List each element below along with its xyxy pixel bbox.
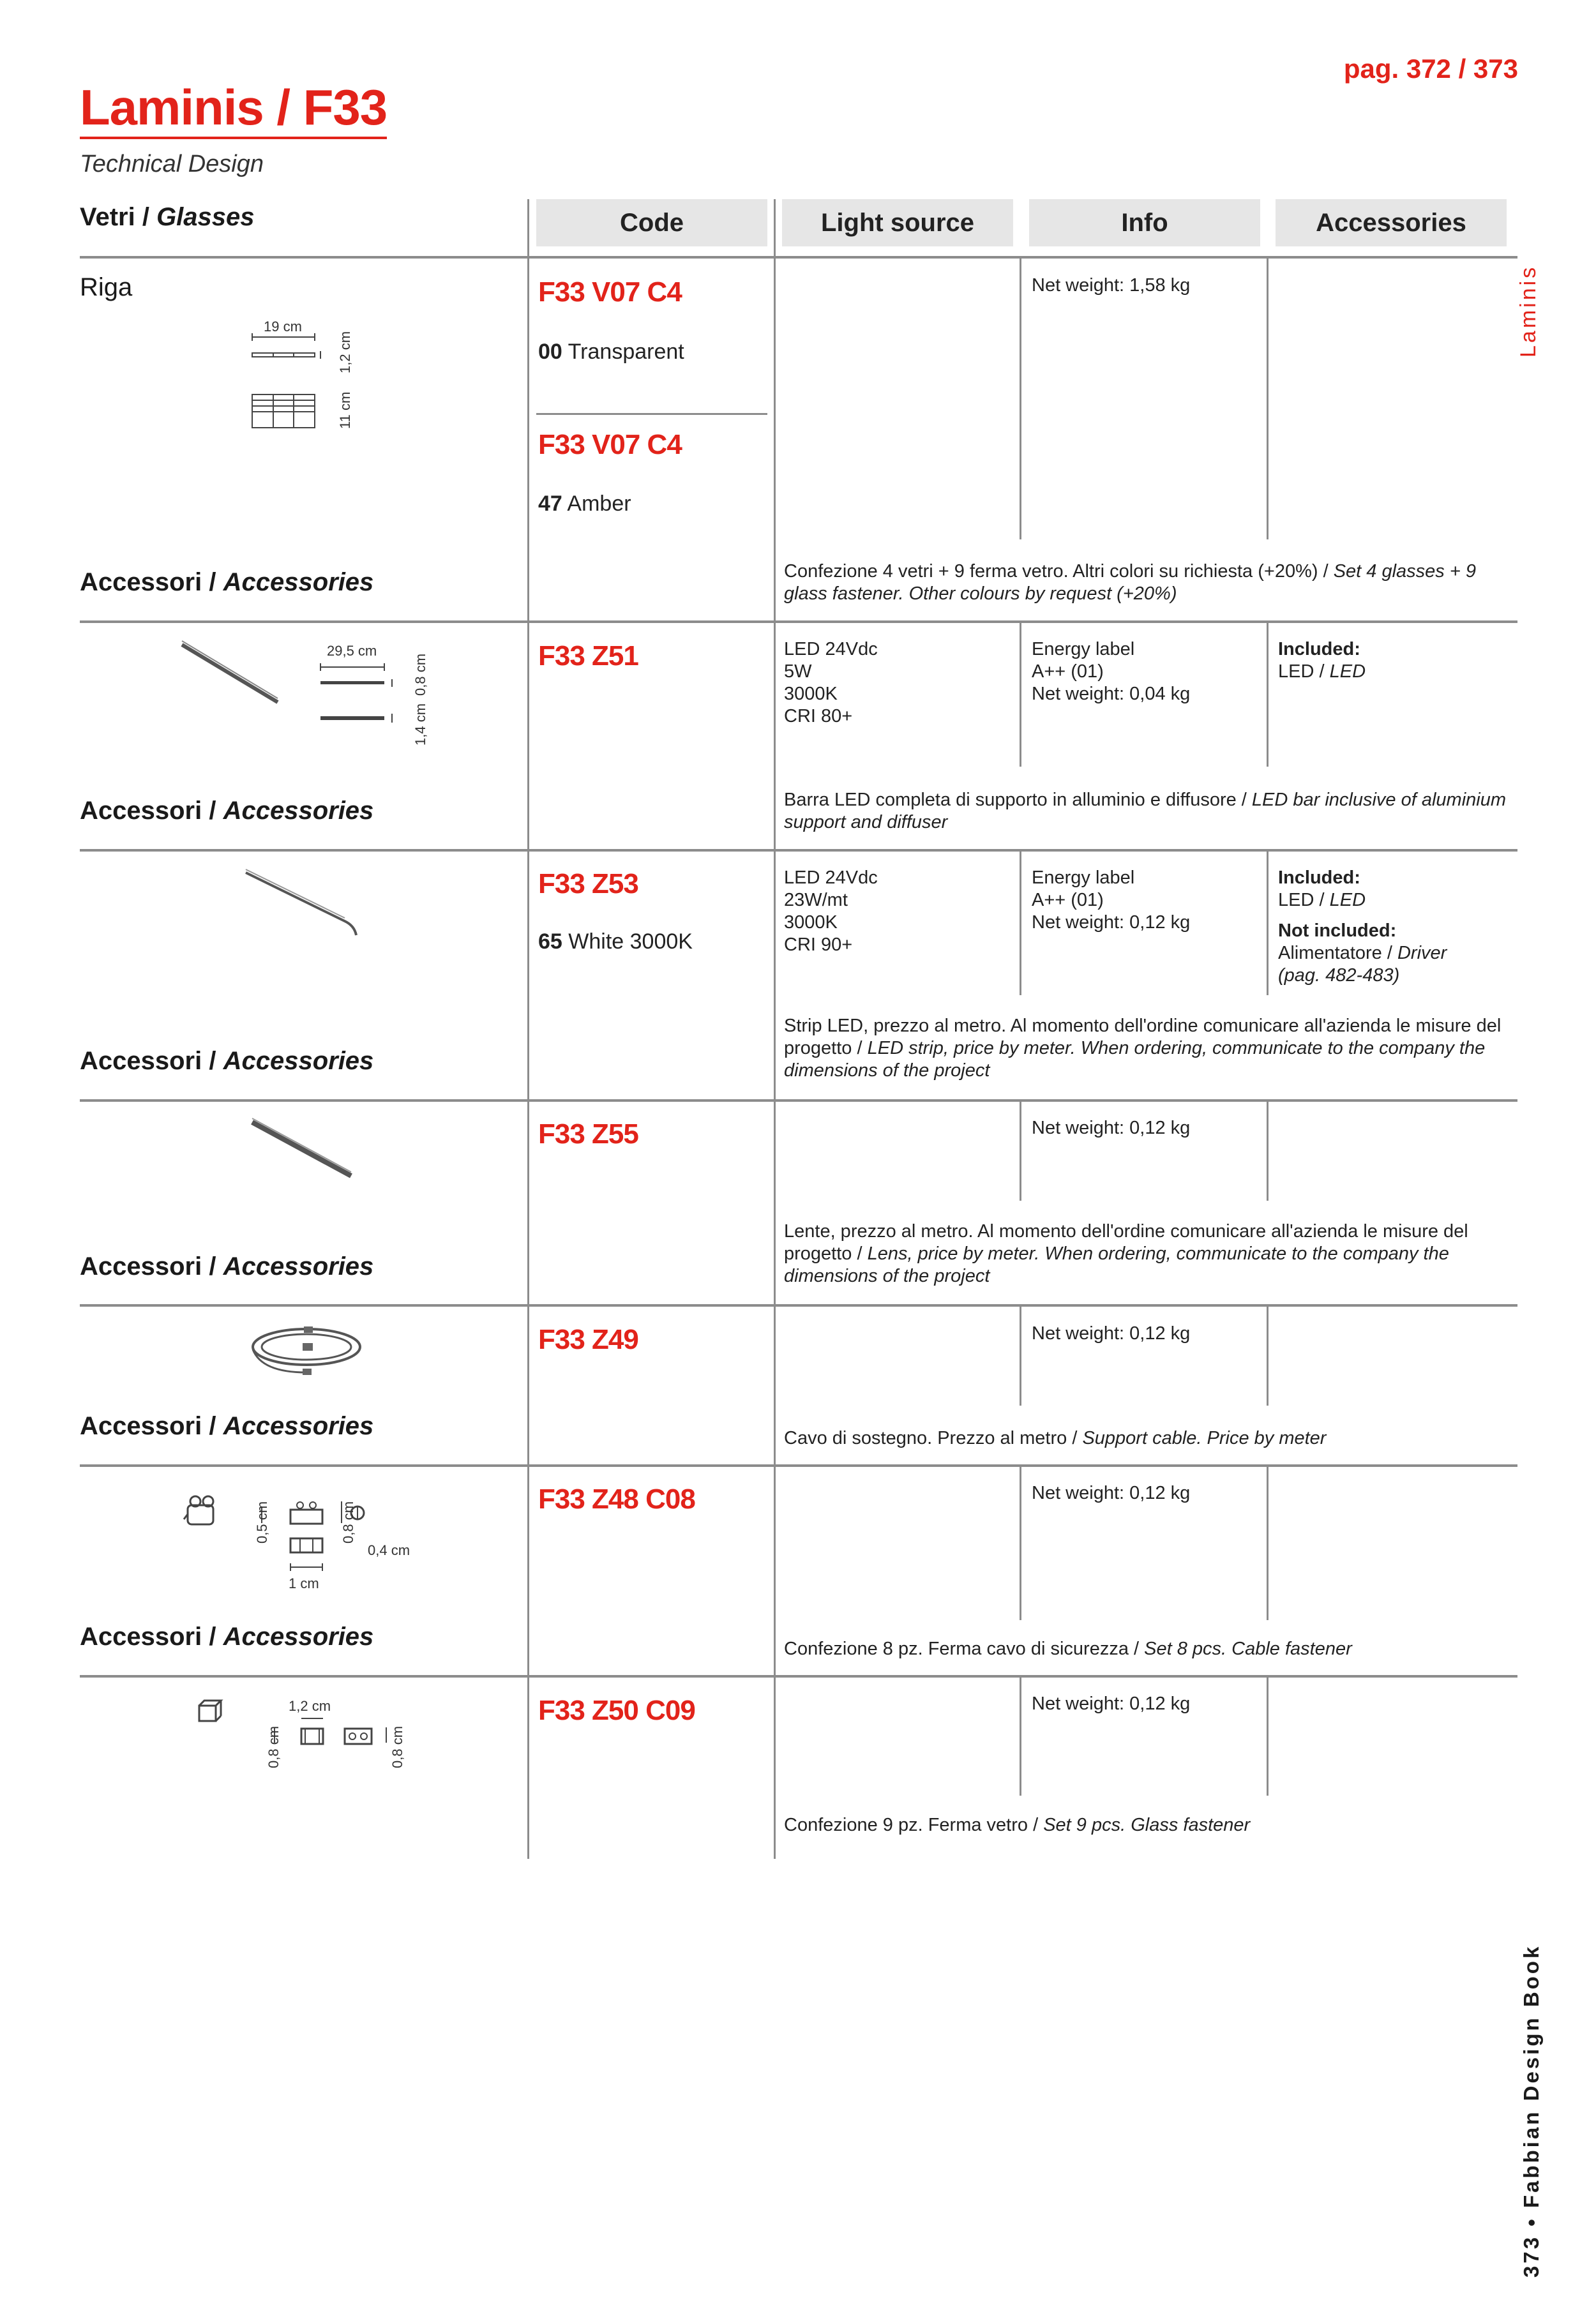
row-divider (80, 1675, 1517, 1678)
riga-height-dim: 11 cm (337, 391, 353, 429)
side-label: Laminis (1516, 264, 1540, 357)
header-code: Code (536, 199, 767, 246)
product-note: Confezione 8 pz. Ferma cavo di sicurezza / Set 8 pcs. Cable fastener (784, 1639, 1352, 1659)
page-reference: pag. 372 / 373 (1343, 54, 1518, 84)
accessories-label: Accessori / Accessories (80, 568, 374, 596)
acc-divider (1267, 1467, 1269, 1620)
light-source: LED 24Vdc 23W/mt 3000K CRI 90+ (784, 868, 878, 955)
product-code: F33 Z50 C09 (538, 1695, 695, 1726)
accessories-label: Accessori / Accessories (80, 1047, 374, 1075)
light-source: LED 24Vdc 5W 3000K CRI 80+ (784, 639, 878, 726)
z51-drawing (179, 638, 434, 753)
z55-drawing (249, 1117, 364, 1187)
info-divider (1020, 1467, 1021, 1620)
column-divider-code (527, 199, 529, 1859)
z49-drawing (243, 1321, 370, 1385)
z50-width-dim: 1,2 cm (289, 1698, 331, 1714)
info-text: Net weight: 0,12 kg (1032, 1118, 1191, 1138)
variant: 47 Amber (538, 492, 631, 516)
row-divider (80, 1099, 1517, 1102)
product-note: Confezione 4 vetri + 9 ferma vetro. Altri colori su richiesta (+20%) / Set 4 glasses + 9 glass fastener. Other colours by request (+20%) (784, 561, 1476, 604)
product-code: F33 Z53 (538, 868, 638, 899)
z50-height-dim: 0,8 cm (389, 1725, 405, 1768)
product-code: F33 V07 C4 (538, 429, 682, 460)
row-divider (80, 256, 1517, 259)
product-code: F33 Z48 C08 (538, 1484, 695, 1515)
info-text: Energy label A++ (01) Net weight: 0,12 kg (1032, 868, 1191, 933)
info-text: Net weight: 0,12 kg (1032, 1694, 1191, 1714)
z51-length-dim: 29,5 cm (327, 643, 377, 659)
info-text: Energy label A++ (01) Net weight: 0,04 kg (1032, 639, 1191, 704)
accessories-text: Included: LED / LED (1278, 639, 1366, 682)
glasses-section-label: Vetri / Glasses (80, 203, 255, 231)
info-divider (1020, 1307, 1021, 1406)
acc-divider (1267, 852, 1269, 995)
product-note: Barra LED completa di supporto in alluminio e diffusore / LED bar inclusive of aluminium support and diffuser (784, 790, 1507, 832)
product-name: Riga (80, 273, 133, 301)
z53-drawing (243, 865, 370, 942)
accessories-label: Accessori / Accessories (80, 1623, 374, 1651)
info-divider (1020, 623, 1021, 767)
header-accessories: Accessories (1276, 199, 1507, 246)
row-divider (80, 620, 1517, 623)
variant: 65 White 3000K (538, 929, 693, 954)
info-divider (1020, 852, 1021, 995)
header-light-source: Light source (782, 199, 1013, 246)
accessories-label: Accessori / Accessories (80, 1252, 374, 1281)
acc-divider (1267, 1102, 1269, 1201)
footer-book-label: 373 • Fabbian Design Book (1519, 1944, 1543, 2278)
product-code: F33 V07 C4 (538, 276, 682, 308)
z48-height-dim: 0,8 cm (340, 1501, 356, 1544)
info-text: Net weight: 0,12 kg (1032, 1323, 1191, 1344)
info-divider (1020, 1102, 1021, 1201)
z50-height-dim: 0,8 cm (266, 1725, 282, 1768)
acc-divider (1267, 1307, 1269, 1406)
acc-divider (1267, 623, 1269, 767)
z51-height-dim: 0,8 cm (412, 653, 428, 696)
variant: 00 Transparent (538, 340, 684, 364)
info-divider (1020, 1678, 1021, 1796)
product-code: F33 Z55 (538, 1118, 638, 1150)
row-divider (80, 1464, 1517, 1467)
riga-thickness-dim: 1,2 cm (337, 331, 353, 373)
acc-divider (1267, 259, 1269, 539)
z48-depth-dim: 0,4 cm (368, 1542, 410, 1558)
z48-height-dim: 0,5 cm (254, 1501, 270, 1544)
acc-divider (1267, 1678, 1269, 1796)
info-text: Net weight: 1,58 kg (1032, 275, 1191, 296)
riga-width-dim: 19 cm (264, 319, 302, 334)
column-divider-light (774, 199, 776, 1859)
code-subdivider (536, 413, 767, 415)
info-divider (1020, 259, 1021, 539)
z48-drawing (179, 1481, 447, 1589)
row-divider (80, 849, 1517, 852)
page-subtitle: Technical Design (80, 151, 264, 177)
product-note: Cavo di sostegno. Prezzo al metro / Support cable. Price by meter (784, 1428, 1327, 1448)
row-divider (80, 1304, 1517, 1307)
accessories-text: Included: LED / LED Not included: Alimentatore / Driver (pag. 482-483) (1278, 868, 1447, 986)
product-note: Lente, prezzo al metro. Al momento dell'ordine comunicare all'azienda le misure del progetto / Lens, price by meter. When ordering, communicate to the company the dimensions of the project (784, 1221, 1468, 1286)
product-code: F33 Z49 (538, 1324, 638, 1355)
product-note: Strip LED, prezzo al metro. Al momento dell'ordine comunicare all'azienda le misure del progetto / LED strip, price by meter. When ordering, communicate to the company the dimensions of the project (784, 1016, 1502, 1081)
accessories-label: Accessori / Accessories (80, 1412, 374, 1440)
accessories-label: Accessori / Accessories (80, 797, 374, 825)
product-note: Confezione 9 pz. Ferma vetro / Set 9 pcs. Glass fastener (784, 1815, 1251, 1835)
page-title: Laminis / F33 (80, 82, 387, 139)
info-text: Net weight: 0,12 kg (1032, 1483, 1191, 1503)
header-info: Info (1029, 199, 1260, 246)
product-code: F33 Z51 (538, 640, 638, 672)
z51-height-dim: 1,4 cm (412, 703, 428, 746)
z48-width-dim: 1 cm (289, 1575, 319, 1591)
